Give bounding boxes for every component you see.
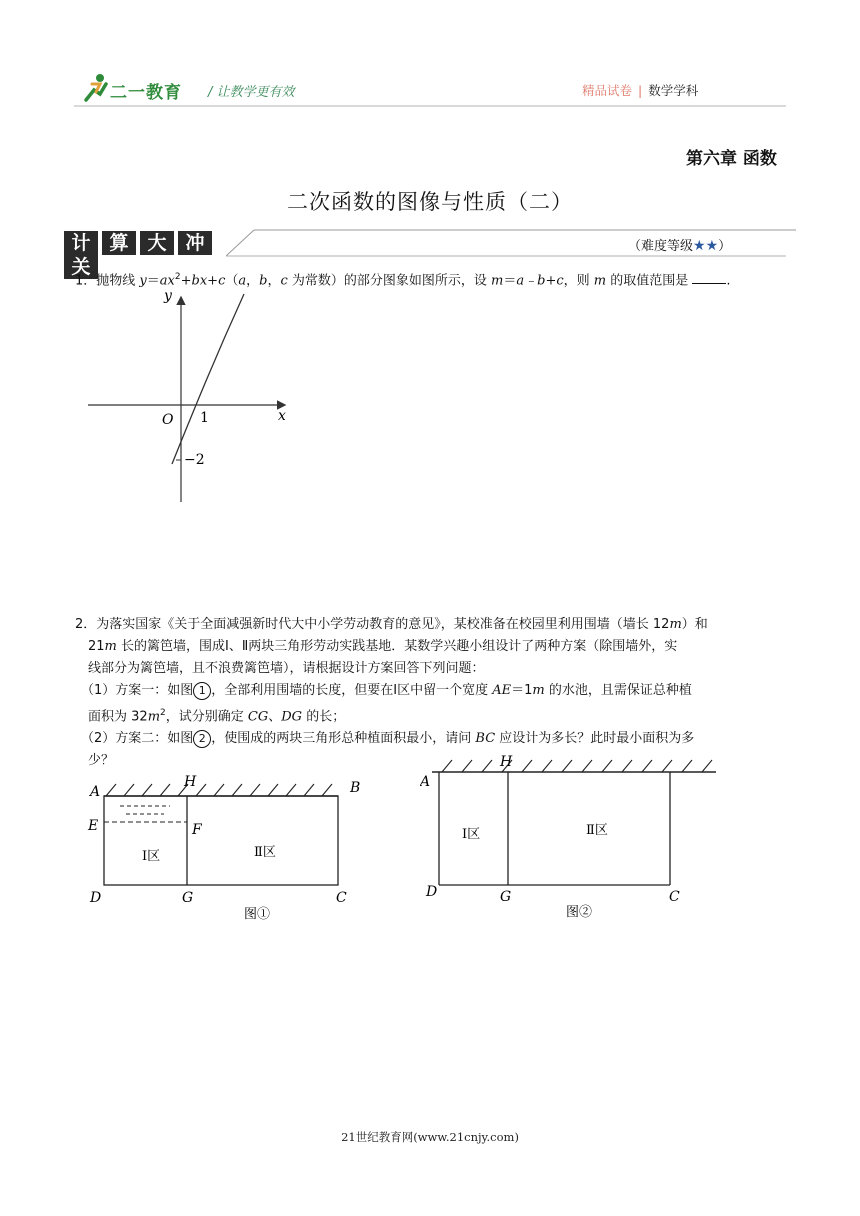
q1-text: ＝: [146, 273, 160, 289]
q1-var: c: [280, 273, 288, 289]
q1-number: 1．: [75, 273, 97, 289]
header-right: [582, 81, 698, 99]
question-2: [75, 614, 800, 772]
x-tick-label: 1: [200, 410, 209, 426]
q1-var: m: [593, 273, 607, 289]
section-banner: [64, 231, 224, 278]
figure-2: [420, 752, 720, 920]
header-divider: [74, 105, 786, 107]
difficulty-label: （难度等级: [628, 239, 694, 254]
q2-text: ＝1: [511, 683, 533, 698]
q1-text: （: [225, 273, 239, 289]
q2-line: [75, 702, 800, 728]
q2-text: 长的篱笆墙，围成Ⅰ、Ⅱ两块三角形劳动实践基地．某数学兴趣小组设计了两种方案（除围墙外，实: [116, 639, 678, 654]
label-B: B: [350, 780, 361, 796]
zone-1-label: Ⅰ区: [142, 849, 161, 864]
label-D: D: [426, 884, 438, 900]
q2-var: AE: [492, 683, 512, 698]
circled-number: 2: [193, 730, 211, 748]
q2-unit: m: [669, 617, 682, 632]
zone-1-label: Ⅰ区: [462, 827, 481, 842]
q2-text: 的长；: [302, 709, 346, 725]
q1-text: 抛物线: [96, 273, 140, 289]
q2-line: [75, 614, 800, 636]
q2-unit: m: [532, 683, 545, 698]
banner-char: 冲: [178, 231, 212, 255]
q1-sup: 2: [174, 272, 181, 282]
q2-text: 的水池，且需保证总种植: [544, 683, 692, 698]
y-axis-label: y: [164, 288, 172, 304]
q1-var: y: [139, 273, 147, 289]
label-C: C: [669, 889, 680, 905]
label-H: H: [184, 774, 197, 790]
q2-var: BC: [475, 731, 496, 747]
q2-text: ）和: [681, 617, 708, 632]
q1-parabola-graph: [84, 284, 304, 506]
label-D: D: [90, 890, 102, 906]
label-H: H: [500, 754, 513, 770]
zone-2-label: Ⅱ区: [586, 823, 608, 838]
banner-char: 计: [64, 231, 98, 255]
figure-1: [84, 770, 374, 922]
q2-line: 少？: [88, 753, 115, 769]
q2-line: [75, 636, 800, 658]
q1-text: ，: [267, 273, 281, 289]
q2-text: （2）方案二：如图: [81, 731, 194, 747]
answer-blank[interactable]: [692, 269, 726, 284]
q1-var: b: [259, 273, 268, 289]
header-subject: 数学学科: [648, 83, 699, 98]
figure-2-caption: 图②: [566, 905, 593, 920]
q2-unit: m: [147, 709, 161, 725]
q1-var: a﹣b+c: [516, 273, 564, 289]
q1-text: ＝: [503, 273, 517, 289]
q2-text: ，试分别确定: [165, 709, 248, 725]
label-A: A: [90, 784, 101, 800]
q2-part-2: [75, 728, 800, 750]
zone-2-label: Ⅱ区: [254, 845, 276, 860]
label-A: A: [420, 774, 431, 790]
q1-text: ，: [246, 273, 260, 289]
label-G: G: [500, 889, 512, 905]
q2-text: ，全部利用围墙的长度，但要在Ⅰ区中留一个宽度: [211, 683, 493, 698]
header-tag: 精品试卷: [582, 83, 633, 98]
header-separator: |: [638, 83, 643, 98]
star-icon: ★★: [693, 238, 719, 254]
figure-1-caption: 图①: [244, 907, 271, 922]
banner-char: 大: [140, 231, 174, 255]
brand-logo-icon: [78, 70, 114, 106]
chapter-label: 第六章 函数: [686, 149, 777, 169]
x-axis-label: x: [278, 408, 286, 424]
banner-char: 关: [64, 255, 98, 279]
q2-var: CG: [247, 709, 269, 725]
q1-text: 为常数）的部分图象如图所示，设: [287, 273, 492, 289]
q2-sup: 2: [160, 708, 166, 718]
q1-var: m: [491, 273, 504, 289]
label-E: E: [88, 818, 99, 834]
q2-text: 应设计为多长？此时最小面积为多: [495, 731, 695, 747]
q1-var: ax: [159, 273, 175, 289]
label-G: G: [182, 890, 194, 906]
q1-var: a: [238, 273, 247, 289]
q1-text: ，则: [563, 273, 594, 289]
q2-unit: m: [104, 639, 117, 654]
q2-text: 为落实国家《关于全面减强新时代大中小学劳动教育的意见》，某校准备在校园里利用围墙（墙长 12: [96, 617, 670, 632]
difficulty-close: ）: [718, 239, 732, 254]
label-F: F: [192, 822, 202, 838]
slogan-text: 让教学更有效: [216, 85, 295, 100]
page-footer: 21世纪教育网(www.21cnjy.com): [341, 1130, 519, 1144]
q1-text: 的取值范围是: [606, 273, 693, 289]
page-title: 二次函数的图像与性质（二）: [287, 190, 573, 214]
q2-part-1: [75, 680, 800, 702]
parabola-curve: [172, 294, 244, 464]
q1-text: .: [726, 273, 731, 289]
q2-text: 面积为 32: [88, 709, 148, 725]
brand-name: 二一教育: [110, 83, 182, 103]
banner-char: 算: [102, 231, 136, 255]
q2-var: DG: [281, 709, 303, 725]
y-tick-label: −2: [184, 452, 205, 468]
circled-number: 1: [193, 682, 211, 700]
difficulty-rating: [628, 235, 731, 254]
q2-text: 、: [268, 709, 282, 725]
q2-line: 线部分为篱笆墙，且不浪费篱笆墙），请根据设计方案回答下列问题：: [88, 661, 485, 676]
q2-text: （1）方案一：如图: [81, 683, 194, 698]
q2-number: 2．: [75, 617, 97, 632]
q2-text: ，使围成的两块三角形总种植面积最小，请问: [211, 731, 476, 747]
q2-text: 21: [88, 639, 105, 654]
label-C: C: [336, 890, 347, 906]
origin-label: O: [162, 412, 174, 428]
brand-slogan: / 让教学更有效: [208, 85, 295, 100]
q1-var: +bx+c: [180, 273, 226, 289]
